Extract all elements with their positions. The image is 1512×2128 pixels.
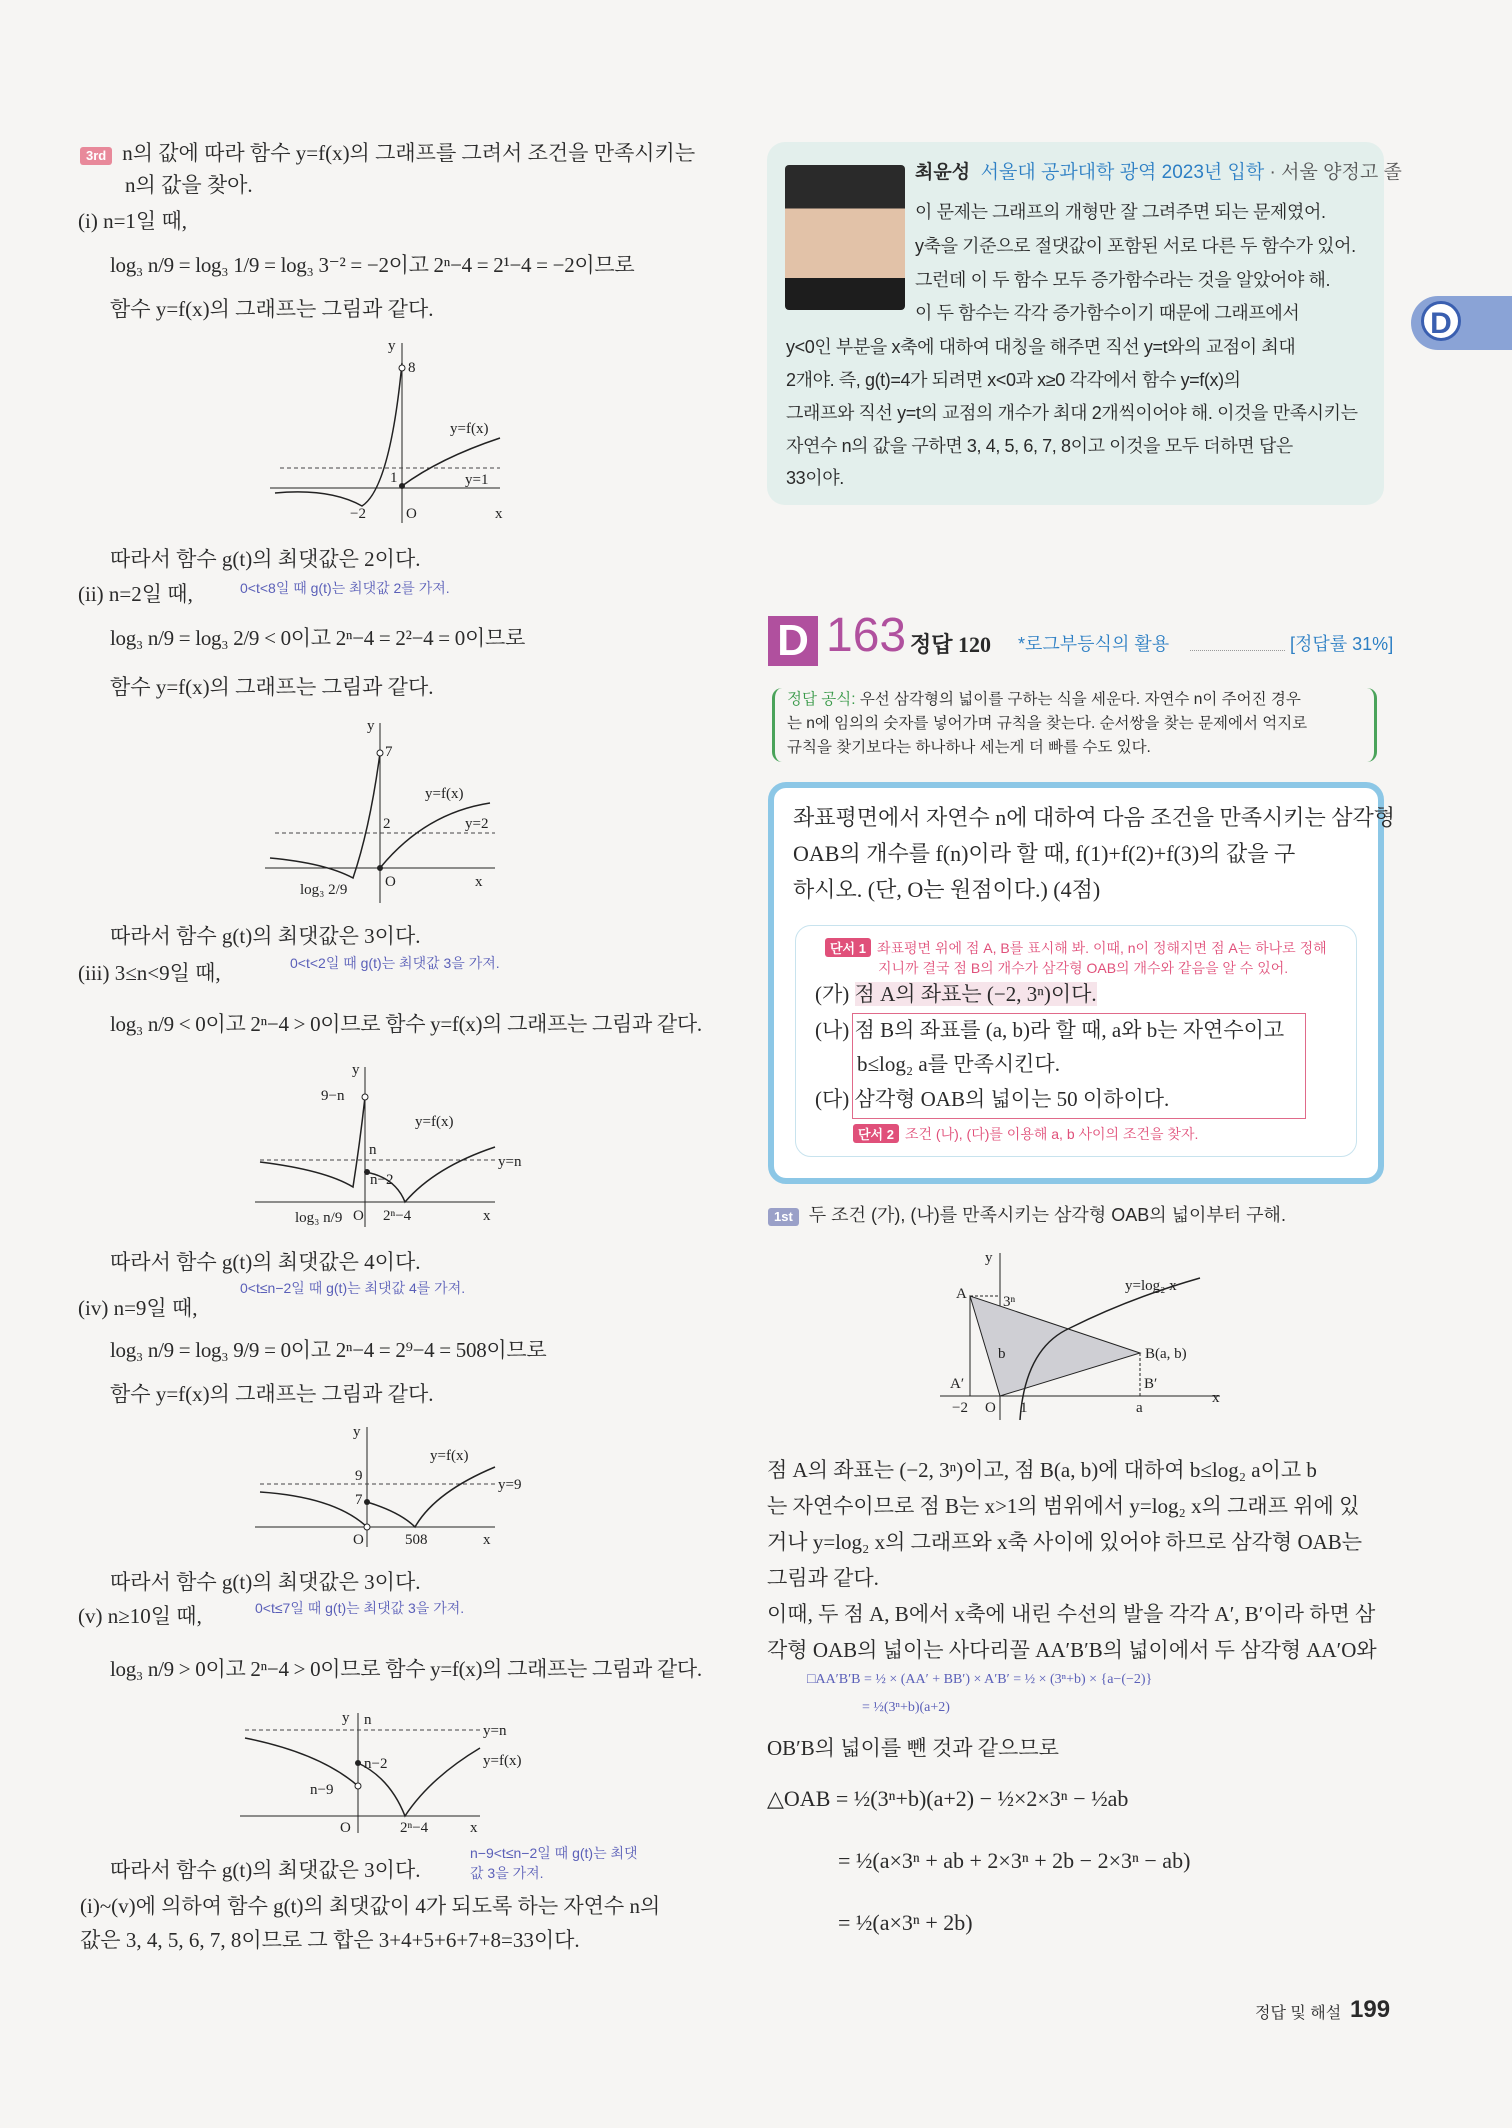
- closed-point: [377, 865, 383, 871]
- problem-letter: D: [768, 616, 818, 666]
- clue-2-badge: 단서 2: [853, 1124, 899, 1143]
- interview-line: y<0인 부분을 x축에 대하여 대칭을 해주면 직선 y=t와의 교점이 최대: [786, 337, 1296, 357]
- formula-box: [772, 688, 1377, 762]
- student-photo: [785, 165, 905, 310]
- condition-da: [815, 1087, 1169, 1112]
- case-graph-intro: 함수 y=f(x)의 그래프는 그림과 같다.: [110, 297, 434, 321]
- triangle-oab: [970, 1296, 1140, 1396]
- axis-y-label: y: [388, 338, 396, 354]
- open-point: [362, 1094, 368, 1100]
- closed-point: [364, 1499, 370, 1505]
- divider: [1190, 650, 1285, 651]
- solution-line: 점 A의 좌표는 (−2, 3ⁿ)이고, 점 B(a, b)에 대하여 b≤log₂ a이고 b: [767, 1458, 1317, 1482]
- graph-triangle: [940, 1248, 1230, 1423]
- axis-x-label: x: [470, 1820, 478, 1836]
- label-yval: n: [369, 1142, 377, 1158]
- case-equation: log₃ n/9 > 0이고 2ⁿ−4 > 0이므로 함수 y=f(x)의 그래프는 그림과 같다.: [110, 1657, 702, 1681]
- clue-2: [853, 1124, 1198, 1144]
- graph-case-3: [255, 1062, 535, 1232]
- trapezoid-note-2: = ½(3ⁿ+b)(a+2): [862, 1700, 950, 1715]
- curve-left: [245, 1738, 358, 1786]
- case-hint: 0<t≤n−2일 때 g(t)는 최댓값 4를 가져.: [240, 1280, 466, 1296]
- question-line: 하시오. (단, O는 원점이다.) (4점): [793, 877, 1101, 902]
- curve-right: [380, 803, 490, 868]
- label-y2: n−2: [370, 1172, 394, 1188]
- label-line: y=1: [465, 472, 489, 488]
- condition-text: 점 A의 좌표는 (−2, 3ⁿ)이다.: [854, 982, 1097, 1006]
- step-badge: 3rd: [80, 147, 112, 165]
- question-line: 좌표평면에서 자연수 n에 대하여 다음 조건을 만족시키는 삼각형: [793, 805, 1396, 830]
- label-b: b: [998, 1346, 1006, 1362]
- topic: [1018, 634, 1169, 656]
- graph-case-2: [265, 718, 525, 908]
- graph-case-5: [240, 1708, 540, 1838]
- final-line-2: 값은 3, 4, 5, 6, 7, 8이므로 그 합은 3+4+5+6+7+8=33이다.: [80, 1928, 580, 1952]
- axis-y-label: y: [342, 1710, 350, 1726]
- solution-line: 각형 OAB의 넓이는 사다리꼴 AA′B′B의 넓이에서 두 삼각형 AA′O와: [767, 1638, 1377, 1662]
- solution-line: OB′B의 넓이를 뺀 것과 같으므로: [767, 1736, 1059, 1760]
- case-hint: 0<t<2일 때 g(t)는 최댓값 3을 가져.: [290, 955, 500, 971]
- student-origin: · 서울 양정고 졸: [1269, 162, 1402, 183]
- solution-step-badge: 1st: [768, 1208, 799, 1226]
- formula-line: 규칙을 찾기보다는 하나하나 세는게 더 빠를 수도 있다.: [787, 739, 1151, 756]
- area-equation: △OAB = ½(3ⁿ+b)(a+2) − ½×2×3ⁿ − ½ab: [767, 1786, 1129, 1811]
- curve-right: [367, 1467, 495, 1527]
- open-point: [377, 750, 383, 756]
- axis-x-label: x: [1212, 1390, 1220, 1406]
- label-curve: y=log₂ x: [1125, 1278, 1177, 1294]
- condition-label: (나): [815, 1018, 850, 1042]
- label-origin: O: [353, 1208, 364, 1224]
- label-fx: y=f(x): [425, 786, 464, 802]
- case-hint: 0<t≤7일 때 g(t)는 최댓값 3을 가져.: [255, 1600, 465, 1616]
- label-y-top: 7: [385, 744, 393, 760]
- closed-point: [399, 483, 405, 489]
- section-tab[interactable]: [1411, 296, 1512, 350]
- interview-line: 자연수 n의 값을 구하면 3, 4, 5, 6, 7, 8이고 이것을 모두 더하면 답은: [786, 436, 1293, 456]
- label-line: y=n: [483, 1723, 507, 1739]
- label-origin: O: [385, 874, 396, 890]
- interview-line: 이 두 함수는 각각 증가함수이기 때문에 그래프에서: [915, 303, 1300, 323]
- label-x-pos: 2ⁿ−4: [400, 1820, 429, 1836]
- label-x-pos: 2ⁿ−4: [383, 1208, 412, 1224]
- label-line: y=n: [498, 1154, 522, 1170]
- case-conclusion-text: 따라서 함수 g(t)의 최댓값은 2이다.: [110, 547, 421, 571]
- axis-x-label: x: [483, 1208, 491, 1224]
- label-line: y=2: [465, 816, 489, 832]
- problem-number: 163: [826, 609, 907, 662]
- formula-label: 정답 공식:: [787, 691, 856, 708]
- label-yval: 2: [383, 816, 391, 832]
- interview-line: 33이야.: [786, 468, 844, 488]
- formula-text: 우선 삼각형의 넓이를 구하는 식을 세운다. 자연수 n이 주어진 경우: [859, 691, 1301, 708]
- answer: 정답 120: [910, 632, 992, 657]
- footer-label: 정답 및 해설: [1255, 2005, 1342, 2022]
- label-fx: y=f(x): [415, 1114, 454, 1130]
- condition-ga: [815, 982, 1097, 1007]
- label-fx: y=f(x): [450, 421, 489, 437]
- open-point: [364, 1524, 370, 1530]
- solution-line: 는 자연수이므로 점 B는 x>1의 범위에서 y=log₂ x의 그래프 위에 있: [767, 1494, 1360, 1518]
- case-conclusion: 따라서 함수 g(t)의 최댓값은 3이다.: [110, 1858, 421, 1882]
- page-number: 199: [1350, 1996, 1391, 2023]
- formula-line: [787, 688, 1362, 712]
- axis-y-label: y: [985, 1250, 993, 1266]
- condition-text: 삼각형 OAB의 넓이는 50 이하이다.: [854, 1087, 1170, 1111]
- label-y2: n−2: [364, 1756, 388, 1772]
- section-tab-label: D: [1421, 301, 1461, 341]
- clue-1: [825, 938, 1327, 958]
- interview-line: 그런데 이 두 함수 모두 증가함수라는 것을 알았어야 해.: [915, 270, 1331, 290]
- case-header: (v) n≥10일 때,: [78, 1604, 202, 1628]
- axis-x-label: x: [475, 874, 483, 890]
- clue-1-line2: 지니까 결국 점 B의 개수가 삼각형 OAB의 개수와 같음을 알 수 있어.: [878, 960, 1289, 976]
- interview-line: 2개야. 즉, g(t)=4가 되려면 x<0과 x≥0 각각에서 함수 y=f(x)의: [786, 370, 1241, 390]
- label-origin: O: [985, 1400, 996, 1416]
- case-hint: 0<t<8일 때 g(t)는 최댓값 2를 가져.: [240, 580, 450, 596]
- label-fx: y=f(x): [430, 1448, 469, 1464]
- axis-y-label: y: [352, 1062, 360, 1078]
- case-conclusion: [110, 547, 421, 572]
- label-yval: 9: [355, 1468, 363, 1484]
- case-header: (iii) 3≤n<9일 때,: [78, 961, 221, 985]
- label-y2: 7: [355, 1492, 363, 1508]
- label-neg2: −2: [952, 1400, 968, 1416]
- label-yval: n: [364, 1712, 372, 1728]
- condition-na-2: b≤log₂ a를 만족시킨다.: [857, 1052, 1060, 1076]
- label-y-top: 9−n: [321, 1088, 345, 1104]
- case-equation: log₃ n/9 = log₃ 9/9 = 0이고 2ⁿ−4 = 2⁹−4 = 508이므로: [110, 1338, 547, 1362]
- case-equation: log₃ n/9 = log₃ 2/9 < 0이고 2ⁿ−4 = 2²−4 = 0이므로: [110, 626, 525, 650]
- final-line-1: (i)~(v)에 의하여 함수 g(t)의 최댓값이 4가 되도록 하는 자연수 n의: [80, 1894, 661, 1918]
- interview-header: [915, 162, 1402, 185]
- clue-1-badge: 단서 1: [825, 938, 871, 957]
- label-a: a: [1136, 1400, 1143, 1416]
- correct-rate: [정답률 31%]: [1290, 634, 1394, 654]
- solution-line: 그림과 같다.: [767, 1566, 879, 1590]
- area-equation: = ½(a×3ⁿ + 2b): [838, 1910, 973, 1935]
- label-one: 1: [1020, 1400, 1028, 1416]
- case-equation: log₃ n/9 = log₃ 1/9 = log₃ 3⁻² = −2이고 2ⁿ−4 = 2¹−4 = −2이므로: [110, 253, 635, 277]
- formula-line: 는 n에 임의의 숫자를 넣어가며 규칙을 찾는다. 순서쌍을 찾는 문제에서 억지로: [787, 715, 1308, 732]
- label-B-prime: B′: [1144, 1376, 1158, 1392]
- axis-x-label: x: [483, 1532, 491, 1548]
- case-hint: n−9<t≤n−2일 때 g(t)는 최댓값 3을 가져.: [470, 1845, 638, 1881]
- clue-2-text: 조건 (나), (다)를 이용해 a, b 사이의 조건을 찾자.: [904, 1126, 1199, 1142]
- label-x-neg: log₃ n/9: [295, 1210, 343, 1226]
- case-conclusion: 따라서 함수 g(t)의 최댓값은 3이다.: [110, 924, 421, 948]
- student-school: 서울대 공과대학 광역 2023년 입학: [980, 162, 1265, 183]
- case-conclusion: 따라서 함수 g(t)의 최댓값은 4이다.: [110, 1250, 421, 1274]
- graph-case-1: [270, 338, 510, 528]
- step-intro-2: n의 값을 찾아.: [125, 173, 253, 197]
- interview-line: 이 문제는 그래프의 개형만 잘 그려주면 되는 문제였어.: [915, 202, 1326, 222]
- curve-left: [270, 753, 380, 878]
- label-x-neg: log₃ 2/9: [300, 882, 348, 898]
- student-name: 최윤성: [915, 162, 971, 183]
- curve-left: [260, 1097, 365, 1187]
- interview-line: y축을 기준으로 절댓값이 포함된 서로 다른 두 함수가 있어.: [915, 236, 1356, 256]
- axis-y-label: y: [367, 718, 375, 734]
- area-equation: = ½(a×3ⁿ + ab + 2×3ⁿ + 2b − 2×3ⁿ − ab): [838, 1848, 1191, 1873]
- label-fx: y=f(x): [483, 1753, 522, 1769]
- closed-point: [355, 1760, 361, 1766]
- axis-y-label: y: [353, 1424, 361, 1440]
- topic-text: *로그부등식의 활용: [1018, 634, 1170, 654]
- step-intro-text: n의 값에 따라 함수 y=f(x)의 그래프를 그려서 조건을 만족시키는: [122, 141, 696, 165]
- label-A-prime: A′: [950, 1376, 965, 1392]
- open-point: [399, 365, 405, 371]
- trapezoid-note: □AA′B′B = ½ × (AA′ + BB′) × A′B′ = ½ × (3ⁿ+b) × {a−(−2)}: [807, 1672, 1153, 1687]
- label-yval: 1: [390, 470, 398, 486]
- case-header: (ii) n=2일 때,: [78, 582, 193, 606]
- solution-line: 이때, 두 점 A, B에서 x축에 내린 수선의 발을 각각 A′, B′이라 하면 삼: [767, 1602, 1376, 1626]
- condition-label: (가): [815, 982, 850, 1006]
- case-equation: log₃ n/9 < 0이고 2ⁿ−4 > 0이므로 함수 y=f(x)의 그래프는 그림과 같다.: [110, 1012, 702, 1036]
- label-x-pos: 508: [405, 1532, 428, 1548]
- label-origin: O: [353, 1532, 364, 1548]
- step-intro: [80, 141, 695, 166]
- label-A: A: [956, 1286, 967, 1302]
- label-y-top: 8: [408, 360, 416, 376]
- solution-line: 거나 y=log₂ x의 그래프와 x축 사이에 있어야 하므로 삼각형 OAB는: [767, 1530, 1363, 1554]
- clue-1-text: 좌표평면 위에 점 A, B를 표시해 봐. 이때, n이 정해지면 점 A는 하나로 정해: [876, 940, 1327, 956]
- curve-left: [260, 1492, 367, 1527]
- condition-text: 점 B의 좌표를 (a, b)라 할 때, a와 b는 자연수이고: [854, 1018, 1285, 1042]
- solution-step: [768, 1205, 1286, 1227]
- interview-line: 그래프와 직선 y=t의 교점의 개수가 최대 2개씩이어야 해. 이것을 만족시키는: [786, 403, 1358, 423]
- case-graph-intro: 함수 y=f(x)의 그래프는 그림과 같다.: [110, 675, 434, 699]
- case-conclusion: 따라서 함수 g(t)의 최댓값은 3이다.: [110, 1570, 421, 1594]
- condition-label: (다): [815, 1087, 850, 1111]
- label-line: y=9: [498, 1477, 522, 1493]
- case-header: (i) n=1일 때,: [78, 209, 187, 233]
- open-point: [355, 1783, 361, 1789]
- axis-x-label: x: [495, 506, 503, 522]
- label-origin: O: [340, 1820, 351, 1836]
- label-3n: 3ⁿ: [1003, 1294, 1016, 1310]
- label-x-neg: −2: [350, 506, 366, 522]
- label-B: B(a, b): [1145, 1346, 1187, 1362]
- question-line: OAB의 개수를 f(n)이라 할 때, f(1)+f(2)+f(3)의 값을 구: [793, 841, 1296, 866]
- solution-step-text: 두 조건 (가), (나)를 만족시키는 삼각형 OAB의 넓이부터 구해.: [808, 1205, 1286, 1225]
- case-header: (iv) n=9일 때,: [78, 1296, 198, 1320]
- case-graph-intro: 함수 y=f(x)의 그래프는 그림과 같다.: [110, 1382, 434, 1406]
- label-origin: O: [406, 506, 417, 522]
- graph-case-4: [255, 1422, 535, 1552]
- condition-na: [815, 1018, 1284, 1043]
- label-y3: n−9: [310, 1782, 334, 1798]
- curve-left: [275, 363, 402, 506]
